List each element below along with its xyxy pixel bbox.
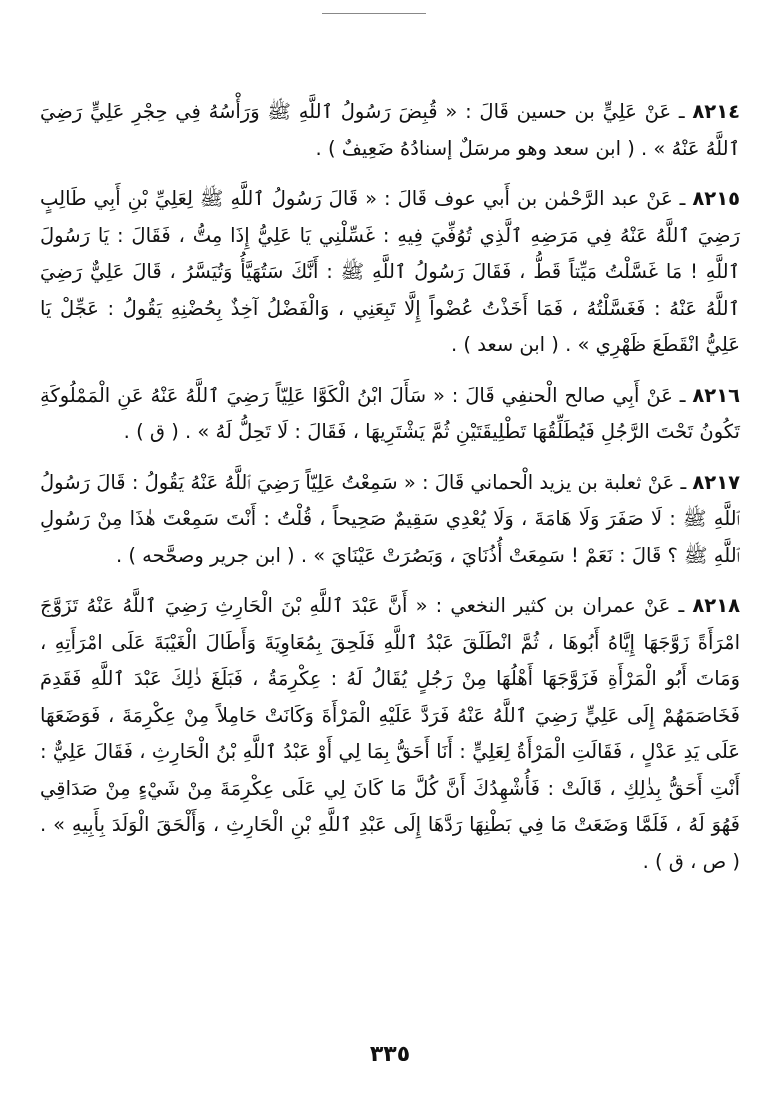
hadith-text: ـ عَنْ عمران بن كثير النخعي : « أَنَّ عَبْدَ ٱللَّهِ بْنَ الْحَارِثِ رَضِيَ ٱللَّهُ عَنْهُ تَزَوَّجَ امْرَأَةً زَوَّجَهَا إِيَّاهُ أَبُوهَا ، ثُمَّ انْطَلَقَ عَبْدُ ٱللَّهِ فَلَحِقَ بِمُعَاوِيَةَ وَأَطَالَ الْغَيْبَةَ عَلَى امْرَأَتِهِ ، وَمَاتَ أَبُو الْمَرْأَةِ فَزَوَّجَهَا أَهْلُهَا مِنْ رَجُلٍ يُقَالُ لَهُ : عِكْرِمَةُ ، فَبَلَغَ ذٰلِكَ عَبْدَ ٱللَّهِ فَقَدِمَ فَخَاصَمَهُمْ إِلَى عَلِيٍّ رَضِيَ ٱللَّهُ عَنْهُ فَرَدَّ عَلَيْهِ الْمَرْأَةَ وَكَانَتْ حَامِلاً مِنْ عِكْرِمَةَ ، فَوَضَعَهَا عَلَى يَدِ عَدْلٍ ، فَقَالَتِ الْمَرْأَةُ لِعَلِيٍّ : أَنَا أَحَقُّ بِمَا لِي أَوْ عَبْدُ ٱللَّهِ بْنُ الْحَارِثِ ، فَقَالَ عَلِيٌّ : أَنْتِ أَحَقُّ بِذٰلِكِ ، قَالَتْ : فَأُشْهِدُكَ أَنَّ كُلَّ مَا كَانَ لِي عَلَى عِكْرِمَةَ مِنْ شَيْءٍ مِنْ صَدَاقِي فَهُوَ لَهُ ، فَلَمَّا وَضَعَتْ مَا فِي بَطْنِهَا رَدَّهَا إِلَى عَبْدِ ٱللَّهِ بْنِ الْحَارِثِ ، وَأَلْحَقَ الْوَلَدَ بِأَبِيهِ » . ( ص ، ق ) . — [40, 594, 740, 873]
hadith-text: ـ عَنْ ثعلبة بن يزيد الْحماني قَالَ : « سَمِعْتُ عَلِيّاً رَضِيَ ٱللَّهُ عَنْهُ يَقُولُ : قَالَ رَسُولُ ٱللَّهِ ﷺ : لَا صَفَرَ وَلَا هَامَةَ ، وَلَا يُعْدِي سَقِيمٌ صَحِيحاً ، قُلْتُ : أَنْتَ سَمِعْتَ هٰذَا مِنْ رَسُولِ ٱللَّهِ ﷺ ؟ قَالَ : نَعَمْ ! سَمِعَتْ أُذُنَايَ ، وَبَصُرَتْ عَيْنَايَ » . ( ابن جرير وصحَّحه ) . — [40, 470, 740, 567]
page-body — [40, 94, 740, 894]
hadith-text: ـ عَنْ أَبِي صالح الْحنفِي قَالَ : « سَأَلَ ابْنُ الْكَوَّا عَلِيّاً رَضِيَ ٱللَّهُ عَنْهُ عَنِ الْمَمْلُوكَةِ تَكُونُ تَحْتَ الرَّجُلِ فَيُطَلِّقُهَا تَطْلِيقَتَيْنِ ثُمَّ يَشْتَرِيهَا ، فَقَالَ : لَا تَحِلُّ لَهُ » . ( ق ) . — [40, 383, 740, 443]
hadith-entry-8217 — [40, 465, 740, 575]
top-divider — [322, 13, 426, 14]
hadith-number: ٨٢١٧ — [692, 470, 740, 494]
hadith-text: ـ عَنْ عَلِيٍّ بن حسين قَالَ : « قُبِضَ رَسُولُ ٱللَّهِ ﷺ وَرَأْسُهُ فِي حِجْرِ عَلِيٍّ رَضِيَ ٱللَّهُ عَنْهُ » . ( ابن سعد وهو مرسَلٌ إسنادُهُ ضَعِيفٌ ) . — [40, 100, 740, 160]
hadith-entry-8218 — [40, 588, 740, 880]
hadith-entry-8216 — [40, 378, 740, 451]
hadith-number: ٨٢١٨ — [692, 594, 740, 617]
hadith-entry-8214 — [40, 94, 740, 167]
hadith-number: ٨٢١٥ — [692, 187, 740, 210]
hadith-text: ـ عَنْ عبد الرَّحْمٰن بن أَبي عوف قَالَ : « قَالَ رَسُولُ ٱللَّهِ ﷺ لِعَلِيِّ بْنِ أَبِي طَالِبٍ رَضِيَ ٱللَّهُ عَنْهُ فِي مَرَضِهِ ٱلَّذِي تُوُفِّيَ فِيهِ : غَسِّلْنِي يَا عَلِيُّ إِذَا مِتُّ ، فَقَالَ : يَا رَسُولَ ٱللَّهِ ! مَا غَسَّلْتُ مَيِّتاً قَطُّ ، فَقَالَ رَسُولُ ٱللَّهِ ﷺ : أَنَّكَ سَتُهَيَّأُ وَتُيَسَّرُ ، قَالَ عَلِيٌّ رَضِيَ ٱللَّهُ عَنْهُ : فَغَسَّلْتُهُ ، فَمَا أَخَذْتُ عُضْواً إِلَّا تَبِعَنِي ، وَالْفَضْلُ آخِذٌ بِحُضْنِهِ يَقُولُ : عَجِّلْ يَا عَلِيُّ انْقَطَعَ ظَهْرِي » . ( ابن سعد ) . — [40, 187, 740, 356]
hadith-number: ٨٢١٤ — [692, 100, 740, 123]
page-number: ٣٣٥ — [369, 1042, 411, 1067]
hadith-number: ٨٢١٦ — [692, 383, 740, 407]
hadith-entry-8215 — [40, 181, 740, 364]
